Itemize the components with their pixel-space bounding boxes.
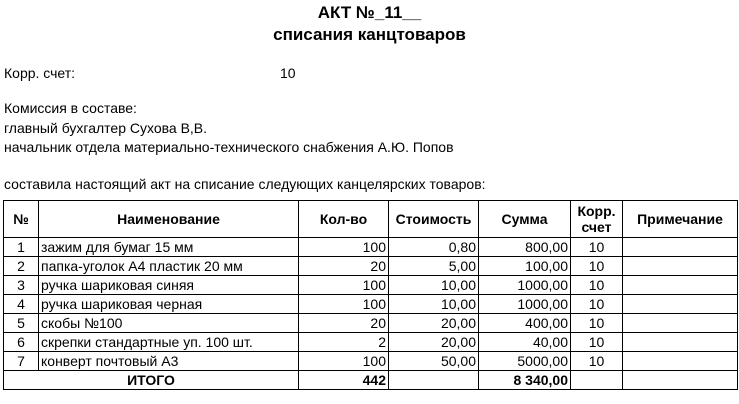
header-num: № xyxy=(4,201,39,238)
commission-member-2: начальник отдела материально-технического снабжения А.Ю. Попов xyxy=(4,139,454,155)
cell-corr: 10 xyxy=(571,352,623,371)
cell-num: 1 xyxy=(4,238,39,257)
total-qty: 442 xyxy=(299,371,389,390)
cell-sum: 1000,00 xyxy=(479,276,571,295)
cell-sum: 40,00 xyxy=(479,333,571,352)
table-row xyxy=(4,314,738,333)
header-note: Примечание xyxy=(623,201,738,238)
commission-member-1: главный бухгалтер Сухова В,В. xyxy=(4,120,208,136)
cell-qty: 100 xyxy=(299,276,389,295)
cell-sum: 800,00 xyxy=(479,238,571,257)
cell-qty: 2 xyxy=(299,333,389,352)
cell-sum: 400,00 xyxy=(479,314,571,333)
cell-qty: 100 xyxy=(299,238,389,257)
corr-account-label: Корр. счет: xyxy=(4,65,76,81)
cell-price: 5,00 xyxy=(389,257,479,276)
cell-sum: 1000,00 xyxy=(479,295,571,314)
table-row xyxy=(4,276,738,295)
statement-text: составила настоящий акт на списание следующих канцелярских товаров: xyxy=(4,176,486,192)
cell-num: 3 xyxy=(4,276,39,295)
cell-note xyxy=(623,238,738,257)
table-header-row xyxy=(4,201,738,238)
cell-qty: 100 xyxy=(299,295,389,314)
cell-sum: 100,00 xyxy=(479,257,571,276)
total-row xyxy=(4,371,738,390)
cell-price: 10,00 xyxy=(389,295,479,314)
cell-num: 5 xyxy=(4,314,39,333)
cell-note xyxy=(623,352,738,371)
cell-num: 7 xyxy=(4,352,39,371)
table-row xyxy=(4,333,738,352)
cell-corr: 10 xyxy=(571,333,623,352)
table-row xyxy=(4,295,738,314)
total-note xyxy=(623,371,738,390)
cell-name: скобы №100 xyxy=(39,314,299,333)
cell-qty: 20 xyxy=(299,257,389,276)
header-price: Стоимость xyxy=(389,201,479,238)
cell-note xyxy=(623,333,738,352)
table-row xyxy=(4,352,738,371)
cell-sum: 5000,00 xyxy=(479,352,571,371)
total-corr xyxy=(571,371,623,390)
cell-corr: 10 xyxy=(571,276,623,295)
header-qty: Кол-во xyxy=(299,201,389,238)
act-subtitle: списания канцтоваров xyxy=(273,25,466,44)
total-price xyxy=(389,371,479,390)
header-name: Наименование xyxy=(39,201,299,238)
table-row xyxy=(4,238,738,257)
corr-account-value: 10 xyxy=(280,65,296,81)
cell-num: 4 xyxy=(4,295,39,314)
cell-price: 20,00 xyxy=(389,314,479,333)
items-table xyxy=(3,200,738,390)
cell-corr: 10 xyxy=(571,238,623,257)
cell-price: 50,00 xyxy=(389,352,479,371)
table-row xyxy=(4,257,738,276)
cell-corr: 10 xyxy=(571,314,623,333)
cell-price: 0,80 xyxy=(389,238,479,257)
cell-num: 6 xyxy=(4,333,39,352)
act-title: АКТ №_11__ xyxy=(317,3,422,22)
commission-intro: Комиссия в составе: xyxy=(4,100,137,116)
cell-price: 20,00 xyxy=(389,333,479,352)
header-corr: Корр. счет xyxy=(571,201,623,238)
cell-name: папка-уголок А4 пластик 20 мм xyxy=(39,257,299,276)
cell-note xyxy=(623,257,738,276)
cell-name: ручка шариковая синяя xyxy=(39,276,299,295)
cell-corr: 10 xyxy=(571,257,623,276)
cell-corr: 10 xyxy=(571,295,623,314)
total-sum: 8 340,00 xyxy=(479,371,571,390)
cell-note xyxy=(623,314,738,333)
cell-note xyxy=(623,276,738,295)
cell-name: конверт почтовый А3 xyxy=(39,352,299,371)
cell-qty: 20 xyxy=(299,314,389,333)
cell-price: 10,00 xyxy=(389,276,479,295)
total-label: ИТОГО xyxy=(4,371,299,390)
cell-note xyxy=(623,295,738,314)
cell-qty: 100 xyxy=(299,352,389,371)
header-sum: Сумма xyxy=(479,201,571,238)
cell-name: скрепки стандартные уп. 100 шт. xyxy=(39,333,299,352)
cell-name: ручка шариковая черная xyxy=(39,295,299,314)
cell-num: 2 xyxy=(4,257,39,276)
cell-name: зажим для бумаг 15 мм xyxy=(39,238,299,257)
